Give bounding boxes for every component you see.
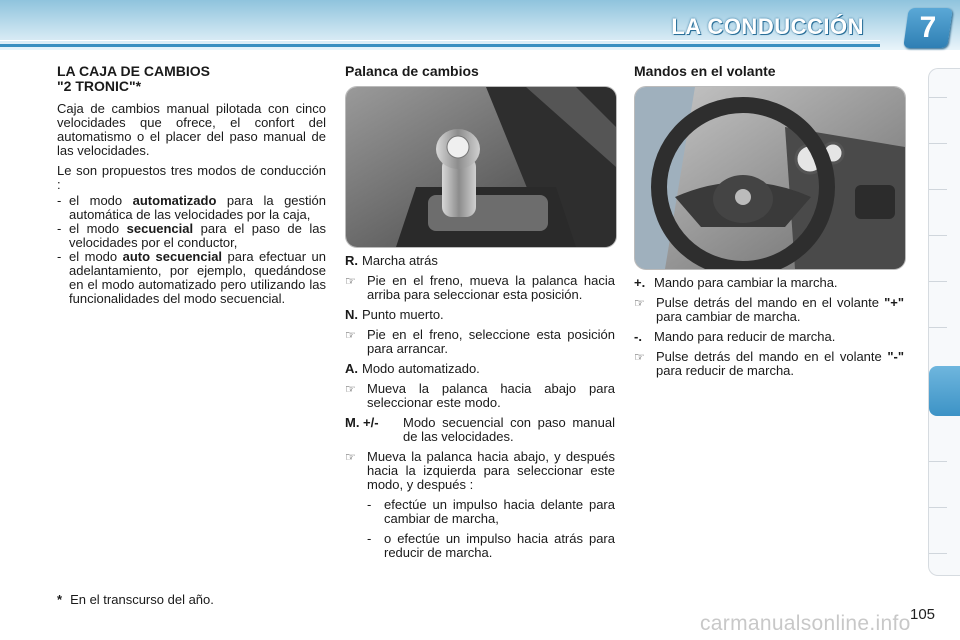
mode-name: secuencial xyxy=(126,221,194,236)
position-text: Modo secuencial con paso manual de las velocidades. xyxy=(403,415,615,444)
steering-wheel-illustration xyxy=(635,87,905,269)
gear-lever-photo xyxy=(345,86,617,248)
footnote-marker: * xyxy=(57,592,63,607)
watermark: carmanualsonline.info xyxy=(700,612,911,635)
tab-divider xyxy=(929,327,947,328)
chapter-tabs xyxy=(928,68,960,576)
hint-key: "+" xyxy=(884,295,904,310)
gearbox-title-line2: "2 TRONIC"* xyxy=(57,78,142,94)
position-key: M. +/- xyxy=(345,415,379,430)
mode-prefix: el modo xyxy=(69,193,133,208)
control-minus-hint xyxy=(634,350,904,378)
tab-divider xyxy=(929,189,947,190)
gear-lever-illustration xyxy=(346,87,616,247)
mode-name: automatizado xyxy=(132,193,217,208)
mode-description: para el paso de las velocidades por el conductor, xyxy=(69,221,326,250)
tab-divider xyxy=(929,553,947,554)
gear-lever-column xyxy=(345,64,615,79)
position-r xyxy=(345,254,615,268)
pointing-hand-icon: ☞ xyxy=(634,296,645,310)
chapter-title: LA CONDUCCIÓN xyxy=(671,14,864,39)
tab-divider xyxy=(929,507,947,508)
gearbox-title-line1: LA CAJA DE CAMBIOS xyxy=(57,63,210,79)
dash-marker: - xyxy=(367,531,372,546)
dash-marker: - xyxy=(57,221,62,236)
chapter-tab-active[interactable] xyxy=(929,366,960,416)
position-key: R. xyxy=(345,253,358,268)
control-minus xyxy=(634,330,904,344)
header-divider xyxy=(0,44,880,47)
position-m-sub xyxy=(345,532,615,560)
hint-text: para cambiar de marcha. xyxy=(656,309,801,324)
dash-marker: - xyxy=(57,249,62,264)
pointing-hand-icon: ☞ xyxy=(345,328,356,342)
steering-controls-column xyxy=(634,64,904,79)
hint-text: Mueva la palanca hacia abajo, y después hacia la izquierda para seleccionar este modo, y después : xyxy=(367,449,615,492)
gearbox-title xyxy=(57,64,326,94)
position-text: Modo automatizado. xyxy=(362,361,480,376)
position-m-hint xyxy=(345,450,615,492)
control-key: -. xyxy=(634,329,642,344)
footnote xyxy=(57,592,214,607)
hint-key: "-" xyxy=(887,349,904,364)
mode-item xyxy=(57,250,326,306)
tab-divider xyxy=(929,97,947,98)
modes-intro: Le son propuestos tres modos de conducción : xyxy=(57,163,326,192)
chapter-number: 7 xyxy=(919,11,937,44)
control-text: Mando para reducir de marcha. xyxy=(654,329,836,344)
page-number: 105 xyxy=(910,606,936,623)
mode-description: para la gestión automática de las velocidades por la caja, xyxy=(69,193,326,222)
hint-text: Pulse detrás del mando en el volante xyxy=(656,349,888,364)
hint-text: para reducir de marcha. xyxy=(656,363,795,378)
pointing-hand-icon: ☞ xyxy=(345,382,356,396)
gear-positions-list xyxy=(345,254,615,566)
position-a xyxy=(345,362,615,376)
tab-divider xyxy=(929,281,947,282)
position-m xyxy=(345,416,615,444)
steering-controls-list xyxy=(634,276,904,384)
steering-controls-title: Mandos en el volante xyxy=(634,63,776,79)
mode-name: auto secuencial xyxy=(122,249,223,264)
position-a-hint xyxy=(345,382,615,410)
position-n xyxy=(345,308,615,322)
position-text: Marcha atrás xyxy=(362,253,438,268)
dash-marker: - xyxy=(57,193,62,208)
position-r-hint xyxy=(345,274,615,302)
header-highlight-line xyxy=(0,40,880,41)
hint-text: Pie en el freno, seleccione esta posición para arrancar. xyxy=(367,327,615,356)
mode-description: para efectuar un adelantamiento, por ejemplo, quedándose en el modo automatizado pero utilizando las funcionalidades del modo secuencial. xyxy=(69,249,326,306)
mode-prefix: el modo xyxy=(69,221,127,236)
position-n-hint xyxy=(345,328,615,356)
control-text: Mando para cambiar la marcha. xyxy=(654,275,838,290)
gear-lever-title: Palanca de cambios xyxy=(345,63,479,79)
sub-text: o efectúe un impulso hacia atrás para reducir de marcha. xyxy=(384,531,615,560)
pointing-hand-icon: ☞ xyxy=(345,450,356,464)
position-key: A. xyxy=(345,361,358,376)
position-m-sub xyxy=(345,498,615,526)
position-key: N. xyxy=(345,307,358,322)
hint-text: Mueva la palanca hacia abajo para seleccionar este modo. xyxy=(367,381,615,410)
pointing-hand-icon: ☞ xyxy=(345,274,356,288)
mode-item xyxy=(57,222,326,250)
control-plus xyxy=(634,276,904,290)
steering-wheel-photo xyxy=(634,86,906,270)
tab-divider xyxy=(929,461,947,462)
mode-prefix: el modo xyxy=(69,249,123,264)
footnote-text: En el transcurso del año. xyxy=(70,592,214,607)
control-key: +. xyxy=(634,275,646,290)
tab-divider xyxy=(929,143,947,144)
hint-text: Pie en el freno, mueva la palanca hacia arriba para seleccionar esta posición. xyxy=(367,273,615,302)
tab-divider xyxy=(929,235,947,236)
dash-marker: - xyxy=(367,497,372,512)
position-text: Punto muerto. xyxy=(362,307,444,322)
sub-text: efectúe un impulso hacia delante para cambiar de marcha, xyxy=(384,497,615,526)
hint-text: Pulse detrás del mando en el volante xyxy=(656,295,885,310)
gearbox-intro: Caja de cambios manual pilotada con cinco velocidades que ofrece, el confort del automatismo o el placer del paso manual de las velocidades. xyxy=(57,101,326,158)
gearbox-intro-column xyxy=(57,64,326,306)
pointing-hand-icon: ☞ xyxy=(634,350,645,364)
control-plus-hint xyxy=(634,296,904,324)
mode-item xyxy=(57,194,326,222)
